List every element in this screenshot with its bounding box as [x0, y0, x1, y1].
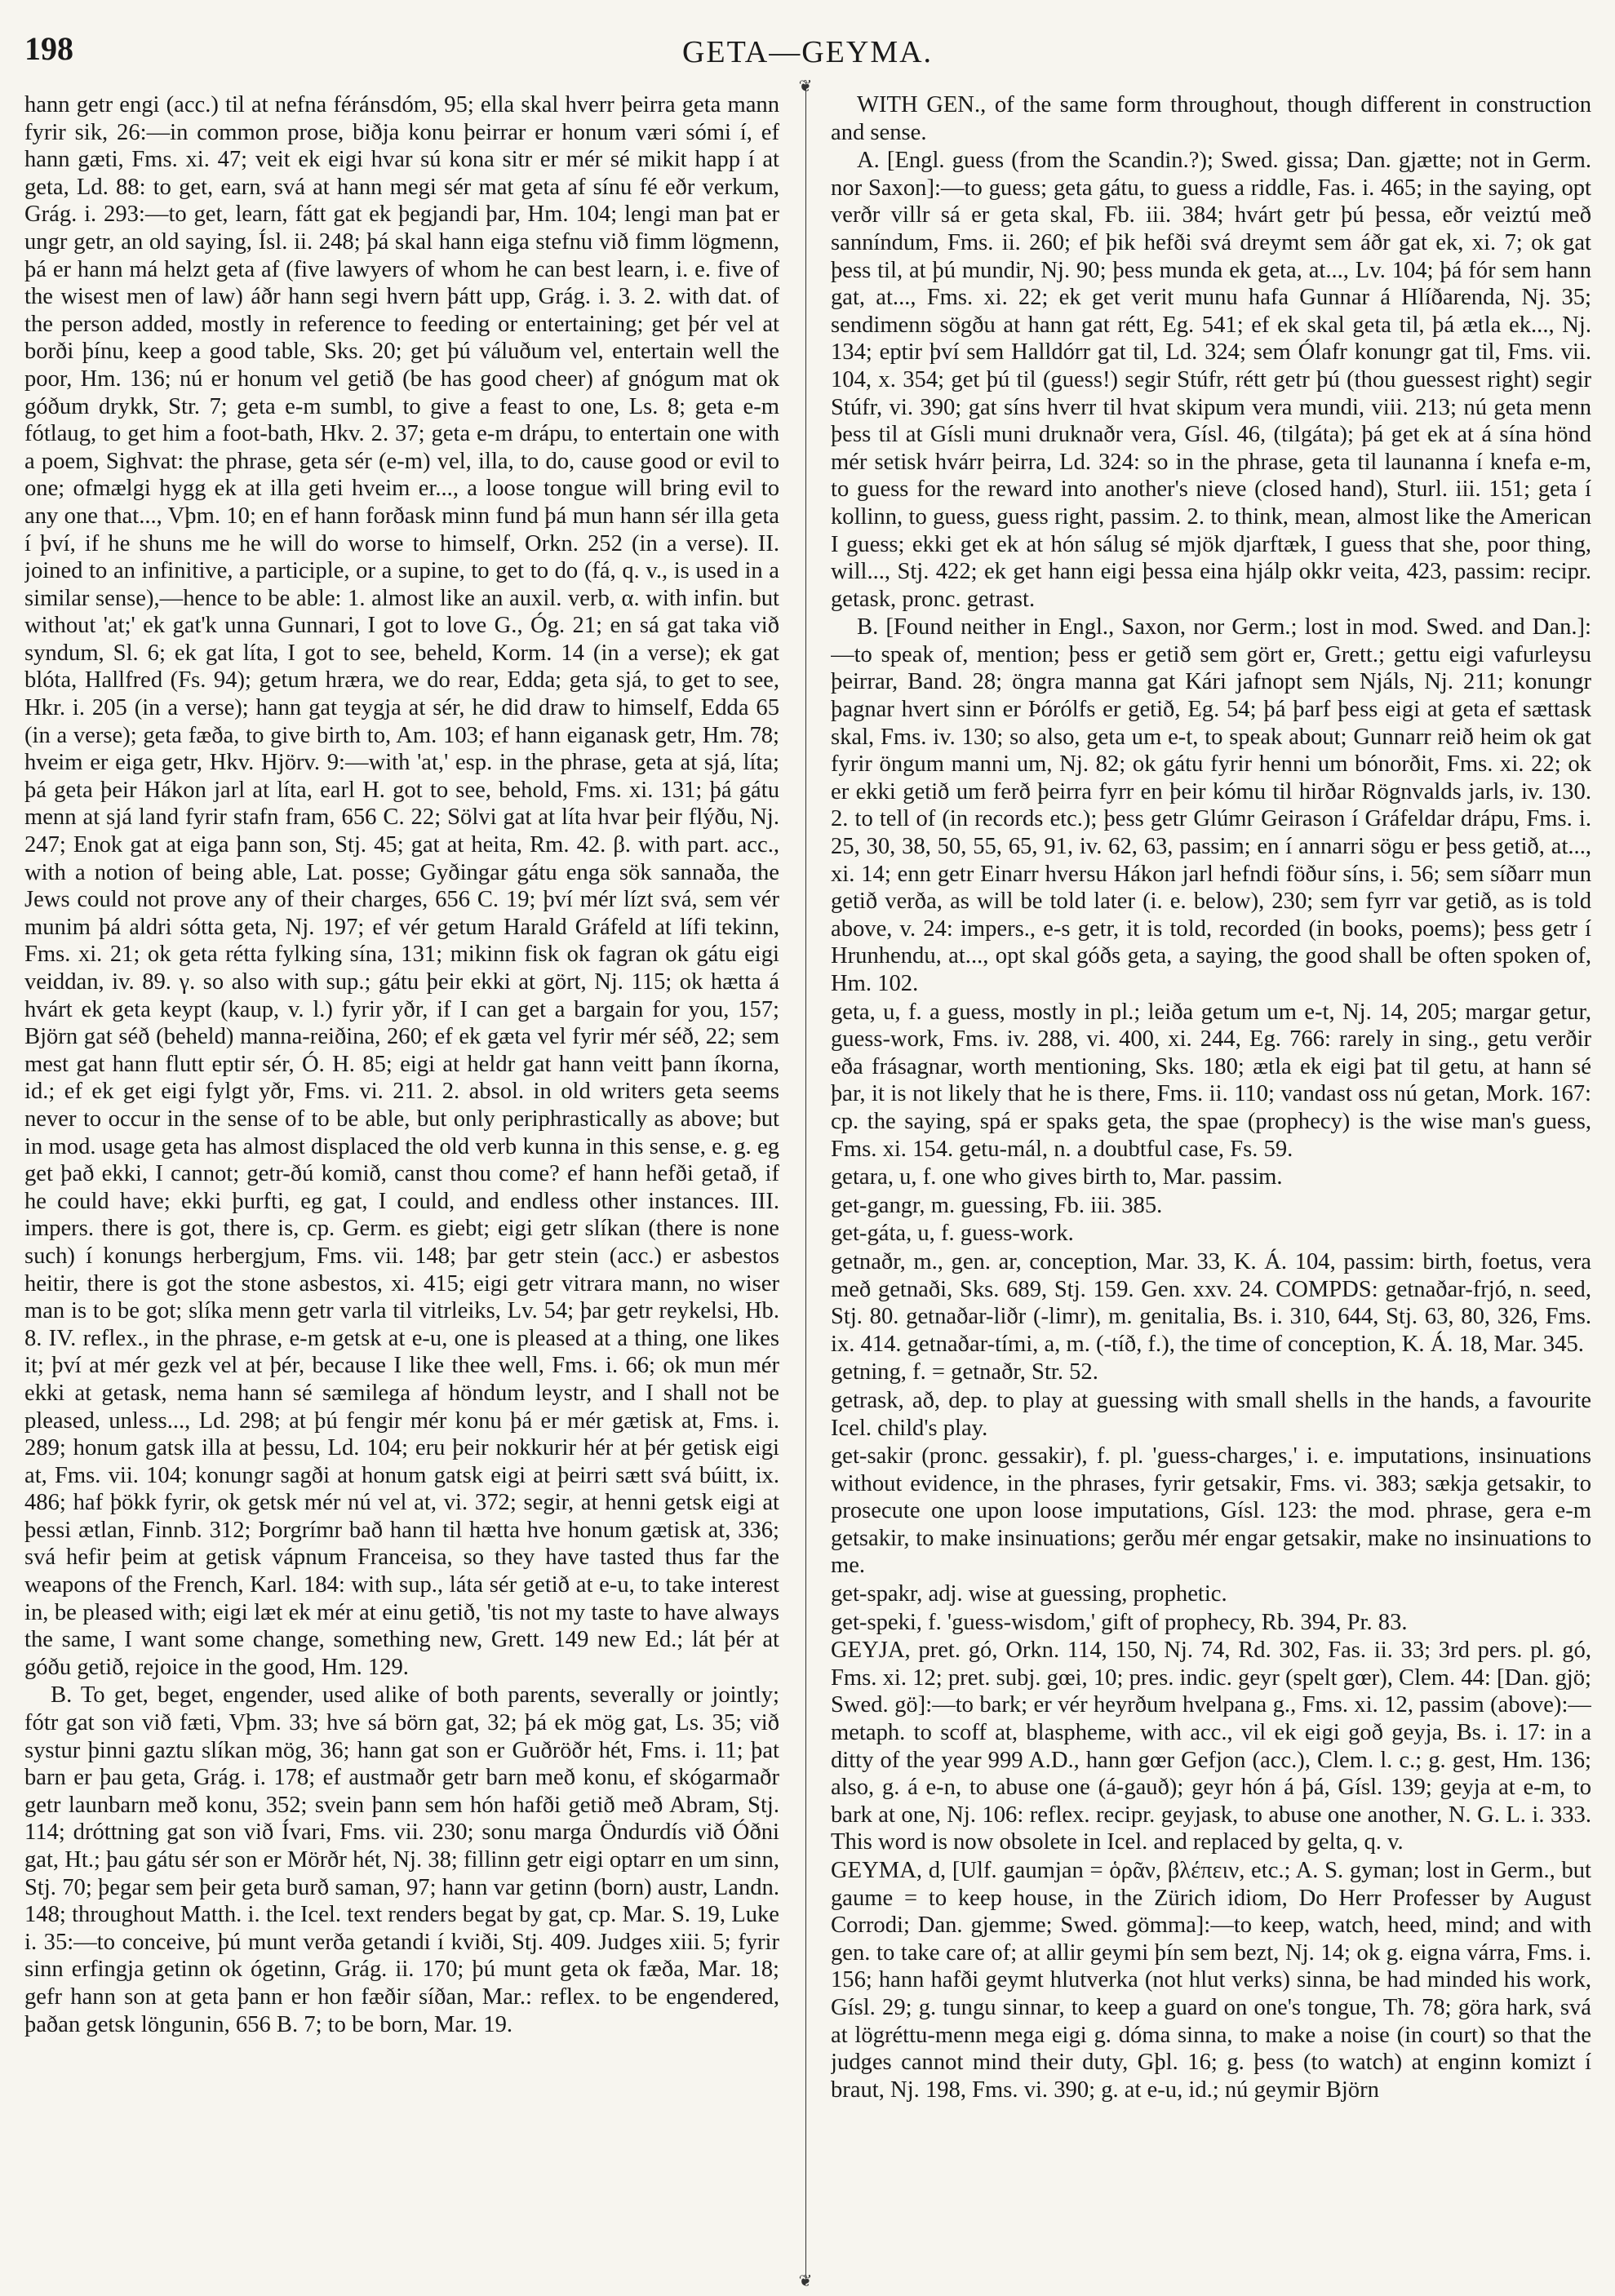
dictionary-entry: getnaðr, m., gen. ar, conception, Mar. 33, K. Á. 104, passim: birth, foetus, vera með getnaði, Sks. 689, Stj. 159. Gen. xxv. 24. COMPDS: getnaðar-frjó, n. seed, Stj. 80. getnaðar-liðr (-limr), m. genitalia, Bs. i. 310, 644, Stj. 63, 80, 326, Fms. ix. 414. getnaðar-tími, a, m. (-tíð, f.), the time of conception, K. Á. 18, Mar. 345.: [831, 1248, 1591, 1357]
dictionary-entry: get-spakr, adj. wise at guessing, prophetic.: [831, 1581, 1227, 1607]
page-header: [24, 23, 1591, 80]
left-column: [24, 91, 779, 2278]
right-column: [831, 91, 1591, 2278]
dictionary-entry: geta, u, f. a guess, mostly in pl.; leiða getum um e-t, Nj. 14, 205; margar getur, guess-work, Fms. iv. 288, vi. 400, xi. 244, Eg. 766: rarely in sing., getu verðir eða frásagnar, worth mentioning, Sks. 180; ætla ek eigi þat til getu, at hann sé þar, it is not likely that he is there, Fms. ii. 110; vandast oss nú getan, Mork. 167: cp. the saying, spá er spaks geta, the spae (prophecy) is the wise man's guess, Fms. xi. 154. getu-mál, n. a doubtful case, Fs. 59.: [831, 999, 1591, 1162]
divider-ornament-bottom-icon: ❦: [798, 2272, 813, 2290]
entry-paragraph: WITH GEN., of the same form throughout, though different in construction and sense.: [831, 92, 1591, 145]
dictionary-entry: GEYJA, pret. gó, Orkn. 114, 150, Nj. 74, Rd. 302, Fas. ii. 33; 3rd pers. pl. gó, Fms. xi. 12; pret. subj. gœi, 10; pres. indic. geyr (spelt gœr), Clem. 44: [Dan. gjö; Swed. gö]:—to bark; er vér heyrðum hvelpana g., Fms. xi. 12, passim (above):—metaph. to scoff at, blaspheme, with acc., vil ek eigi goð geyja, Bs. i. 17: in a ditty of the year 999 A.D., hann gœr Gefjon (acc.), Clem. l. c.; g. gest, Hm. 136; also, g. á e-n, to abuse one (á-gauð); geyr hón á þá, Gísl. 139; geyja at e-m, to bark at one, Nj. 106: reflex. recipr. geyjask, to abuse one another, N. G. L. i. 333. This word is now obsolete in Icel. and replaced by gelta, q. v.: [831, 1638, 1591, 1855]
dictionary-entry: getara, u, f. one who gives birth to, Mar. passim.: [831, 1164, 1283, 1190]
entry-paragraph: A. [Engl. guess (from the Scandin.?); Swed. gissa; Dan. gjætte; not in Germ. nor Saxon]:—to guess; geta gátu, to guess a riddle, Fas. i. 465; in the saying, opt verðr villr sá er geta skal, Fb. iii. 384; hvárt getr þú þessa, eðr veiztú með sanníndum, Fms. ii. 260; ef þik hefði svá dreymt sem áðr gat ek, xi. 7; ok gat þess til, at þú mundir, Nj. 90; þess munda ek geta, at..., Lv. 104; þá fór sem hann gat, at..., Fms. xi. 22; ek get verit munu hafa Gunnar á Hlíðarenda, Nj. 35; sendimenn sögðu at hann gat rétt, Eg. 541; ef ek skal geta til, þá ætla ek..., Nj. 134; eptir því sem Halldórr gat til, Ld. 324; sem Ólafr konungr gat til, Fms. vii. 104, x. 354; get þú til (guess!) segir Stúfr, rétt getr þú (thou guessest right) segir Stúfr, vi. 390; gat síns hverr til hvat skipum vera mundi, viii. 213; nú geta menn þess til at Gísli muni druknaðr vera, Gísl. 46, (tilgáta); þá get ek at á sína hönd mér setisk hvárr þeirra, Ld. 324: so in the phrase, geta til launanna í knefa e-m, to guess for the reward into another's nieve (closed hand), Sturl. iii. 151; geta í kollinn, to guess, guess right, passim. 2. to think, mean, almost like the American I guess; ekki get ek at hón sálug sé mjök djarftæk, I guess that she, poor thing, will..., Stj. 422; ek get hann eigi þessa eina hjálp okkr veita, 423, passim: recipr. getask, pronc. getrast.: [831, 148, 1591, 612]
dictionary-entry: get-sakir (pronc. gessakir), f. pl. 'guess-charges,' i. e. imputations, insinuations without evidence, in the phrases, fyrir getsakir, Fms. vi. 383; sækja getsakir, to prosecute one upon loose imputations, Gísl. 123: the mod. phrase, gera e-m getsakir, to make insinuations; gerðu mér engar getsakir, make no insinuations to me.: [831, 1443, 1591, 1579]
dictionary-entry: getning, f. = getnaðr, Str. 52.: [831, 1359, 1098, 1385]
dictionary-entry: get-gáta, u, f. guess-work.: [831, 1221, 1074, 1247]
entry-paragraph: B. To get, beget, engender, used alike of both parents, severally or jointly; fótr gat son við fæti, Vþm. 33; hve sá börn gat, 32; þá ek mög gat, Ls. 35; við systur þinni gaztu slíkan mög, 36; hann gat son er Guðröðr hét, Fms. i. 11; þat barn er þau geta, Grág. i. 178; ef austmaðr getr barn með konu, ef skógarmaðr getr launbarn með konu, 352; svein þann sem hón hafði getið með Abram, Stj. 114; dróttning gat son við Ívari, Fms. vii. 230; sonu marga Öndurdís við Óðni gat, Ht.; þau gátu sér son er Mörðr hét, Nj. 38; fillinn getr eigi optarr en um sinn, Stj. 70; þegar sem þeir geta burð saman, 97; hann var getinn (born) austr, Landn. 148; throughout Matth. i. the Icel. text renders begat by gat, cp. Mar. S. 19, Luke i. 35:—to conceive, þú munt verða getandi í kviði, Stj. 409. Judges xiii. 5; fyrir sinn erfingja getinn ok ógetinn, Grág. ii. 170; þú munt geta ok fæða, Mar. 18; gefr hann son at geta þann er hon fæðir síðan, Mar.: reflex. to be engendered, þaðan getsk löngunin, 656 B. 7; to be born, Mar. 19.: [24, 1682, 779, 2037]
dictionary-entry: GEYMA, d, [Ulf. gaumjan = ὁρᾶν, βλέπειν, etc.; A. S. gyman; lost in Germ., but gaume = to keep house, in the Zürich idiom, Do Herr Professer by August Corrodi; Dan. gjemme; Swed. gömma]:—to keep, watch, heed, mind; and with gen. to take care of; at allir geymi þín sem bezt, Nj. 14; ok g. eigna várra, Fms. i. 156; hann hafði geymt hlutverka (not hlut verks) sinna, be had minded his work, Gísl. 29; g. tungu sinnar, to keep a guard on one's tongue, Th. 78; göra hark, svá at lögréttu-menn mega eigi g. dóma sinna, to make a noise (in court) so that the judges cannot mind their duty, Gþl. 16; g. þess (to watch) at enginn komizt í braut, Nj. 198, Fms. vi. 390; g. at e-u, id.; nú geymir Björn: [831, 1858, 1591, 2103]
entry-paragraph: B. [Found neither in Engl., Saxon, nor Germ.; lost in mod. Swed. and Dan.]:—to speak of, mention; þess er getið sem gört er, Grett.; gettu eigi vafurleysu þeirrar, Band. 28; öngra manna gat Kári jafnopt sem Njáls, Nj. 211; konungr þagnar hvert sinn er Þórólfs er getið, Eg. 54; þá þarf þess eigi at geta ef sættask skal, Fms. iv. 130; so also, geta um e-t, to speak about; Gunnarr reið heim ok gat fyrir öngum manni um, Nj. 82; ok gátu fyrir henni um bónorðit, Fms. xi. 22; ok er ekki getið um ferð þeirra fyrr en þeir kómu til hirðar Rögnvalds jarls, iv. 130. 2. to tell of (in records etc.); þess getr Glúmr Geirason í Gráfeldar drápu, Fms. i. 25, 30, 38, 50, 55, 65, 91, iv. 62, 63, passim; en í annarri sögu er þess getið, at..., xi. 14; enn getr Einarr hversu Hákon jarl hefndi föður síns, i. 56; sem síðarr mun getið verða, as will be told later (i. e. below), 230; sem fyrr var getið, as is told above, v. 24: impers., e-s getr, it is told, recorded (in books, poems); þess getr í Hrunhendu, at..., opt skal góðs geta, a saying, the good shall be often spoken of, Hm. 102.: [831, 614, 1591, 996]
page-number: 198: [24, 30, 73, 67]
divider-ornament-top-icon: ❦: [798, 78, 813, 95]
entry-paragraph: hann getr engi (acc.) til at nefna féránsdóm, 95; ella skal hverr þeirra geta mann fyrir sik, 26:—in common prose, biðja konu þeirrar er honum væri sómi í, ef hann gæti, Fms. xi. 47; veit ek eigi hvar sú kona sitr er mér sé mikit happ í at geta, Ld. 88: to get, earn, svá at hann megi sér mat geta af sínu fé eðr verkum, Grág. i. 293:—to get, learn, fátt gat ek þegjandi þar, Hm. 104; lengi man þat er ungr getr, an old saying, Ísl. ii. 248; þá skal hann eiga stefnu við fimm lögmenn, þá er hann má helzt geta af (five lawyers of whom he can best learn, i. e. five of the wisest men of law) áðr hann segi hvern þátt upp, Grág. i. 3. 2. with dat. of the person added, mostly in reference to feeding or entertaining; get þér vel at borði þínu, keep a good table, Sks. 20; get þú váluðum vel, entertain well the poor, Hm. 136; nú er honum vel getið (be has good cheer) af gnógum mat ok góðum drykk, Str. 7; geta e-m sumbl, to give a feast to one, Ls. 8; geta e-m fótlaug, to get him a foot-bath, Hkv. 2. 37; geta e-m drápu, to entertain one with a poem, Sighvat: the phrase, geta sér (e-m) vel, illa, to do, cause good or evil to one; ofmælgi hygg ek at illa geti hveim er..., a loose tongue will bring evil to any one that..., Vþm. 10; en ef hann forðask minn fund þá mun hann sér illa geta í því, if he shuns me he will do worse to himself, Orkn. 252 (in a verse). II. joined to an infinitive, a participle, or a supine, to get to do (fá, q. v., is used in a similar sense),—hence to be able: 1. almost like an auxil. verb, α. with infin. but without 'at;' ek gat'k unna Gunnari, I got to love G., Óg. 21; en sá gat taka við syndum, Sl. 6; ek gat líta, I got to see, beheld, Korm. 14 (in a verse); ek gat blóta, Hallfred (Fs. 94); getum hræra, we do rear, Edda; geta sjá, to get to see, Hkr. i. 205 (in a verse); hann gat teygja at sér, he did draw to himself, Edda 65 (in a verse); geta fæða, to give birth to, Am. 103; ef hann eiganask getr, Hm. 78; hveim er eiga getr, Hkv. Hjörv. 9:—with 'at,' esp. in the phrase, geta at sjá, líta; þá geta þeir Hákon jarl at líta, earl H. got to see, behold, Fms. xi. 131; þá gátu menn at sjá land fyrir stafn fram, 656 C. 22; Sölvi gat at líta hvar þeir flýðu, Nj. 247; Enok gat at eiga þann son, Stj. 45; gat at heita, Rm. 42. β. with part. acc., with a notion of being able, Lat. posse; Gyðingar gátu enga sök sannaða, the Jews could not prove any of their charges, 656 C. 19; því mér lízt svá, sem vér munim þá aldri sótta geta, Nj. 197; ef vér getum Harald Gráfeld at lífi tekinn, Fms. xi. 21; ok geta rétta fylking sína, 131; mikinn fisk ok fagran ok gátu eigi veiddan, iv. 89. γ. so also with sup.; gátu þeir ekki at gört, Nj. 115; ok hætta á hvárt ek geta keypt (kaup, v. l.) fyrir yðr, if I can get a bargain for you, 157; Björn gat séð (beheld) manna-reiðina, 260; ef ek gæta vel fyrir mér séð, 22; sem mest gat hann flutt eptir sér, Ó. H. 85; eigi at heldr gat hann veitt þann íkorna, id.; ef ek get eigi fylgt yðr, Fms. vi. 211. 2. absol. in old writers geta seems never to occur in the sense of to be able, but only periphrastically as above; but in mod. usage geta has almost displaced the old verb kunna in this sense, e. g. eg get það ekki, I cannot; getr-ðú komið, canst thou come? ef hann hefði getað, if he could have; ekki þurfti, eg gat, I could, and endless other instances. III. impers. there is got, there is, cp. Germ. es giebt; eigi getr slíkan (there is none such) í konungs herbergjum, Fms. vii. 148; þar getr stein (acc.) er asbestos heitir, there is got the stone asbestos, xi. 415; eigi getr vitrara mann, no wiser man is to be got; slíka menn getr varla til vitrleiks, Lv. 54; þar getr reykelsi, Hb. 8. IV. reflex., in the phrase, e-m getsk at e-u, one is pleased at a thing, one likes it; því at mér gezk vel at þér, because I like thee well, Fms. i. 66; ok mun mér ekki at getask, nema hann sé sæmilega af höndum leystr, and I shall not be pleased, unless..., Ld. 298; at þú fengir mér konu þá er mér gætisk at, Fms. i. 289; honum gatsk illa at þessu, Ld. 104; eru þeir nokkurir hér at þér getisk eigi at, Fms. vii. 104; konungr sagði at honum gatsk eigi at þeirri sætt svá búitt, ix. 486; haf þökk fyrir, ok getsk mér nú vel at, vi. 372; segir, at henni getsk eigi at þessi ætlan, Finnb. 312; Þorgrímr bað hann til hætta hve honum gætisk at, 336; svá hefir þeim at getisk vápnum Franceisa, so they have tasted thus far the weapons of the French, Karl. 184: with sup., láta sér getið at e-u, to take interest in, be pleased with; eigi læt ek mér at einu getið, 'tis not my taste to have always the same, I want some change, something new, Grett. 149 new Ed.; lát þér at góðu getið, rejoice in the good, Hm. 129.: [24, 92, 779, 1680]
dictionary-entry: getrask, að, dep. to play at guessing with small shells in the hands, a favourite Icel. child's play.: [831, 1387, 1591, 1441]
running-head: GETA—GEYMA.: [681, 35, 934, 69]
column-divider: [805, 85, 806, 2283]
dictionary-entry: get-speki, f. 'guess-wisdom,' gift of prophecy, Rb. 394, Pr. 83.: [831, 1609, 1408, 1635]
dictionary-entry: get-gangr, m. guessing, Fb. iii. 385.: [831, 1192, 1163, 1218]
